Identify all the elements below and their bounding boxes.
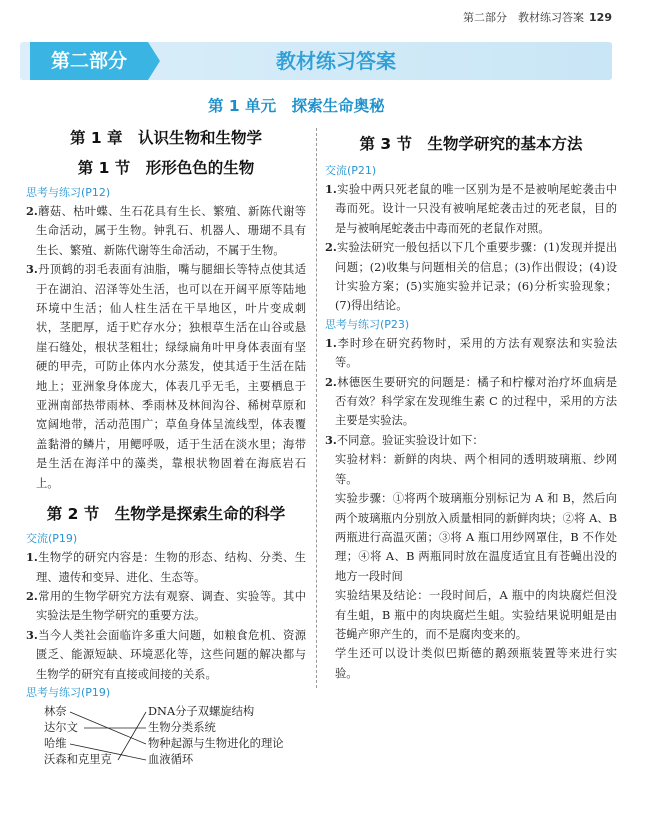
exercise-label: 思考与练习(P19) <box>26 685 111 699</box>
answer-item: 2.蘑菇、枯叶蝶、生石花具有生长、繁殖、新陈代谢等生命活动，属于生物。钟乳石、机器人、珊瑚不具有生长、繁殖、新陈代谢等生命活动，不属于生物。 <box>26 204 306 257</box>
unit-title: 第 1 单元 探索生命奥秘 <box>208 97 385 115</box>
page-number: 129 <box>589 11 612 24</box>
scientist-name: 沃森和克里克 <box>44 752 112 766</box>
discovery: 生物分类系统 <box>148 720 216 734</box>
answer-item: 1.李时珍在研究药物时，采用的方法有观察法和实验法等。 <box>325 335 617 370</box>
match-line <box>118 712 146 760</box>
right-column <box>325 122 617 683</box>
section-title: 第 1 节 形形色色的生物 <box>77 159 255 177</box>
section-title: 第 3 节 生物学研究的基本方法 <box>359 135 583 153</box>
answer-paragraph: 实验步骤：①将两个玻璃瓶分别标记为 A 和 B，然后向两个玻璃瓶内分别放入质量相同的新鲜肉块；②将 A、B 两瓶进行高温灭菌；③将 A 瓶口用纱网罩住，B 不作处理；④将 A、B 两瓶同时放在温度适宜且有苍蝇出没的地方一段时间 <box>335 492 617 583</box>
answer-item: 3.不同意。验证实验设计如下： <box>325 432 484 447</box>
exercise-label: 思考与练习(P23) <box>325 317 410 331</box>
chapter-title: 第 1 章 认识生物和生物学 <box>69 129 263 147</box>
answer-item: 3.丹顶鹤的羽毛表面有油脂，嘴与腿細长等特点使其适于在湖泊、沼泽等处生活，也可以在开阔平原等陆地环境中生活；仙人柱生活在干旱地区，叶片变成刺状，茎肥厚，适于贮存水分；独根草生活在山谷或悬崖石缝处，根状茎粗壮；绿绿扁角叶甲身体表面有坚硬的甲壳，可防止体内水分蒸发，使其适于生活在陆地上；亚洲象身体庞大，体表几乎无毛，主要栖息于亚洲南部热带雨林、季雨林及林间沟谷、稀树草原和宽阔地带，活动范围广；草鱼身体呈流线型，体表覆盖黏滑的鳞片，用鳃呼吸，适于生活在淡水里；海带是生活在海洋中的藻类，靠根状物固着在海底岩石上。 <box>26 262 306 490</box>
section-title: 第 2 节 生物学是探索生命的科学 <box>46 505 286 524</box>
answer-paragraph: 实验结果及结论：一段时间后，A 瓶中的肉块腐烂但没有生蛆，B 瓶中的肉块腐烂生蛆。实验结果说明蛆是由苍蝇产卵产生的，而不是腐肉变来的。 <box>335 589 617 641</box>
answer-item: 1.实验中两只死老鼠的唯一区别为是不是被响尾蛇袭击中毒而死。设计一只没有被响尾蛇袭击过的死老鼠，目的是与被响尾蛇袭击中毒而死的老鼠作对照。 <box>325 182 617 235</box>
answer-item: 2.实验法研究一般包括以下几个重要步骤：(1)发现并提出问题；(2)收集与问题相关的信息；(3)作出假设；(4)设计实验方案；(5)实施实验并记录；(6)分析实验现象；(7)得出结论。 <box>325 240 617 313</box>
part-label: 第二部分 <box>30 42 148 80</box>
part-banner <box>20 42 612 80</box>
discovery: DNA分子双螺旋结构 <box>148 704 255 718</box>
answer-item: 1.生物学的研究内容是：生物的形态、结构、分类、生理、遗传和变异、进化、生态等。 <box>26 550 306 584</box>
scientist-name: 哈维 <box>44 736 67 750</box>
answer-item: 3.当今人类社会面临许多重大问题，如粮食危机、资源匮乏、能源短缺、环境恶化等，这些问题的解决都与生物学的研究有直接或间接的关系。 <box>26 627 306 681</box>
answer-paragraph: 实验材料：新鲜的肉块、两个相同的透明玻璃瓶、纱网等。 <box>335 453 617 486</box>
scientist-name: 林奈 <box>44 704 67 718</box>
answer-paragraph: 学生还可以设计类似巴斯德的鹅颈瓶装置等来进行实验。 <box>335 647 617 680</box>
answer-item: 2.林德医生要研究的问题是：橘子和柠檬对治疗坏血病是否有效？科学家在发现维生素 C 的过程中，采用的方法主要是实验法。 <box>325 374 617 428</box>
scientist-name: 达尔文 <box>44 720 78 734</box>
part-title: 教材练习答案 <box>276 49 396 73</box>
matching-right-list <box>148 704 284 768</box>
answer-item: 2.常用的生物学研究方法有观察、调查、实验等。其中实验法是生物学研究的重要方法。 <box>26 588 306 623</box>
left-column <box>26 122 306 772</box>
match-line <box>70 744 146 760</box>
exercise-label: 思考与练习(P12) <box>26 186 111 199</box>
discovery: 血液循环 <box>148 752 194 766</box>
discovery: 物种起源与生物进化的理论 <box>148 736 284 750</box>
exercise-label: 交流(P19) <box>26 532 78 546</box>
column-divider <box>316 128 317 688</box>
matching-diagram <box>26 704 306 772</box>
exercise-label: 交流(P21) <box>325 164 377 177</box>
running-head <box>463 9 612 25</box>
running-title: 第二部分 教材练习答案 <box>463 11 585 24</box>
